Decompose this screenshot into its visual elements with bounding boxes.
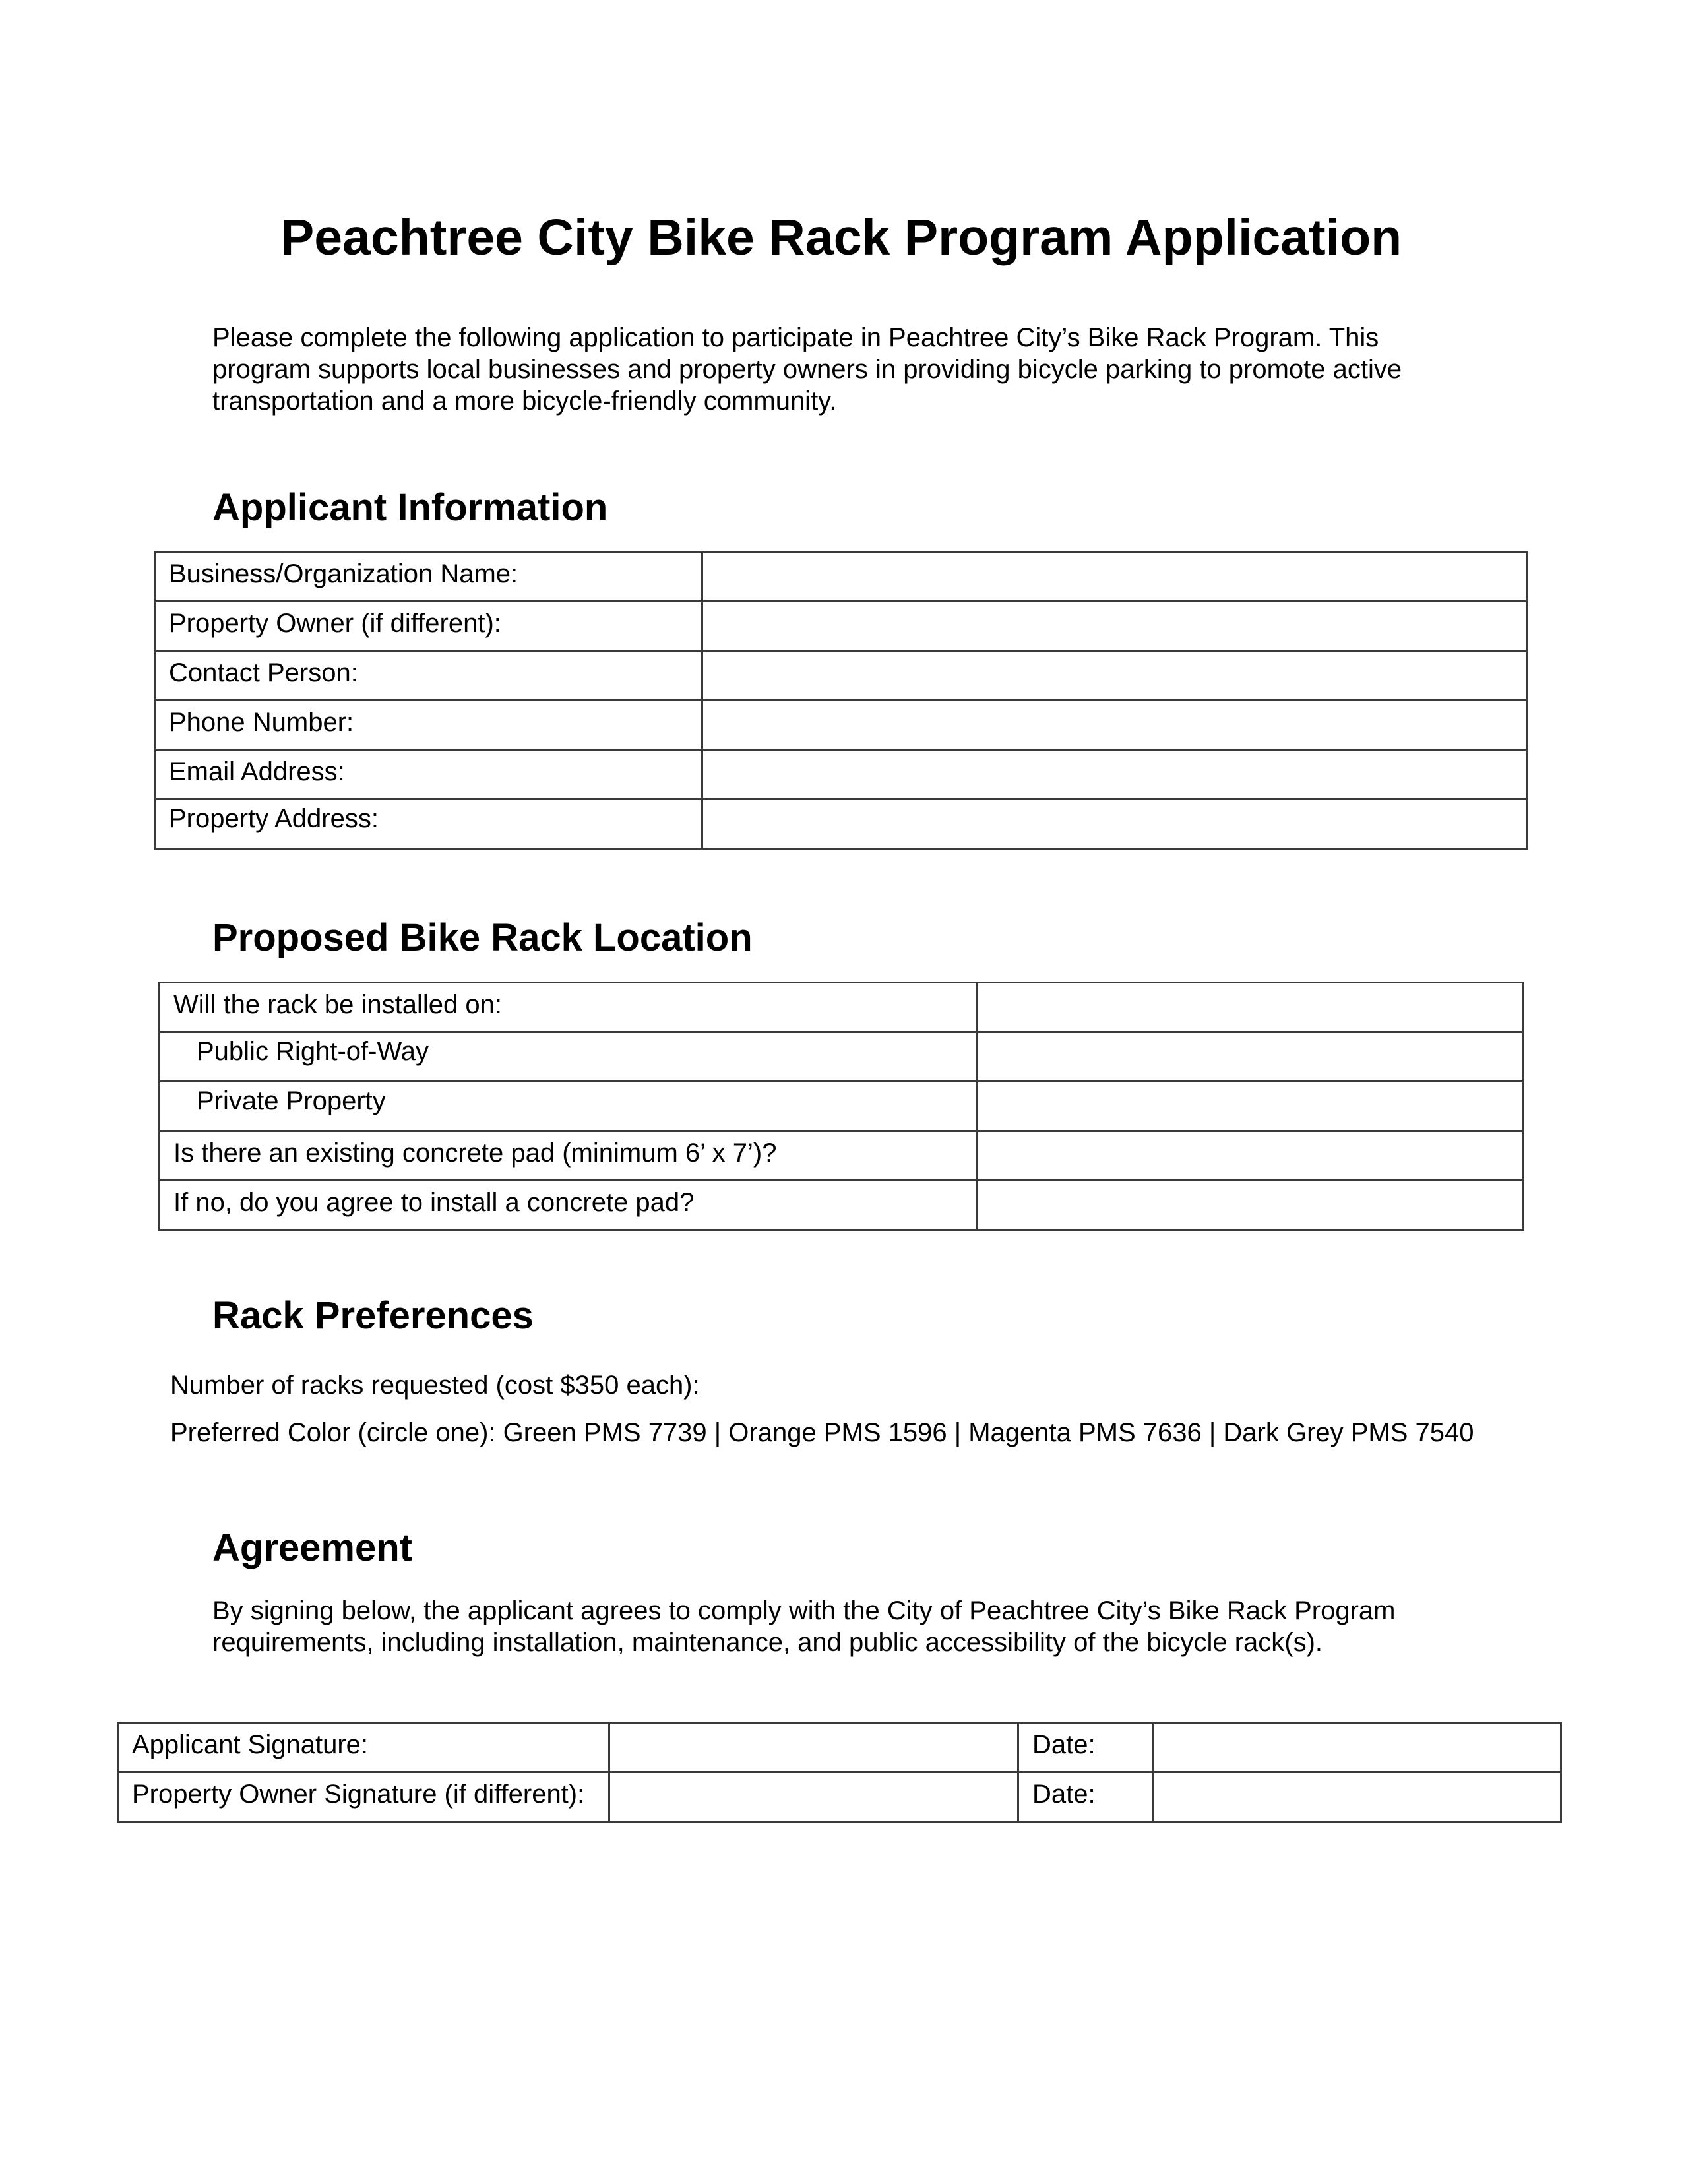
field-label: Applicant Signature:: [118, 1723, 609, 1772]
field-label: Property Address:: [155, 799, 702, 849]
public-right-of-way-field[interactable]: [978, 1032, 1524, 1082]
table-row: [155, 552, 1527, 602]
property-address-field[interactable]: [702, 799, 1527, 849]
agreement-heading: Agreement: [212, 1526, 412, 1569]
private-property-field[interactable]: [978, 1082, 1524, 1131]
table-row: [160, 983, 1524, 1032]
signature-table: [117, 1722, 1562, 1823]
field-label: Business/Organization Name:: [155, 552, 702, 602]
preferences-heading: Rack Preferences: [212, 1294, 534, 1337]
table-row: [155, 602, 1527, 651]
table-row: [155, 651, 1527, 701]
business-name-field[interactable]: [702, 552, 1527, 602]
field-label: Property Owner (if different):: [155, 602, 702, 651]
applicant-info-heading: Applicant Information: [212, 486, 608, 529]
field-label: Property Owner Signature (if different):: [118, 1772, 609, 1822]
applicant-signature-field[interactable]: [609, 1723, 1018, 1772]
property-owner-field[interactable]: [702, 602, 1527, 651]
date-label: Date:: [1018, 1772, 1154, 1822]
install-on-field[interactable]: [978, 983, 1524, 1032]
location-table: [158, 982, 1524, 1231]
agreement-line: By signing below, the applicant agrees to comply with the City of Peachtree City’s Bike Rack Program: [212, 1596, 1396, 1625]
field-label: Will the rack be installed on:: [160, 983, 978, 1032]
table-row: [155, 799, 1527, 849]
intro-line: program supports local businesses and property owners in providing bicycle parking to promote active: [212, 355, 1402, 384]
field-label: Private Property: [160, 1082, 978, 1131]
field-label: Email Address:: [155, 750, 702, 799]
table-row: [160, 1131, 1524, 1181]
field-label: Contact Person:: [155, 651, 702, 701]
email-address-field[interactable]: [702, 750, 1527, 799]
table-row: [155, 750, 1527, 799]
table-row: [155, 701, 1527, 750]
agreement-paragraph: [212, 1595, 1518, 1658]
concrete-pad-field[interactable]: [978, 1131, 1524, 1181]
owner-signature-field[interactable]: [609, 1772, 1018, 1822]
intro-paragraph: [212, 322, 1518, 417]
owner-date-field[interactable]: [1154, 1772, 1561, 1822]
intro-line: Please complete the following application to participate in Peachtree City’s Bike Rack Program. This: [212, 323, 1379, 352]
applicant-date-field[interactable]: [1154, 1723, 1561, 1772]
field-label: If no, do you agree to install a concrete pad?: [160, 1181, 978, 1230]
install-pad-agree-field[interactable]: [978, 1181, 1524, 1230]
preferred-color-line: Preferred Color (circle one): Green PMS 7739 | Orange PMS 1596 | Magenta PMS 7636 | Dark Grey PMS 7540: [170, 1418, 1474, 1447]
field-label: Public Right-of-Way: [160, 1032, 978, 1082]
date-label: Date:: [1018, 1723, 1154, 1772]
table-row: [160, 1082, 1524, 1131]
racks-requested-line: Number of racks requested (cost $350 each):: [170, 1371, 700, 1400]
agreement-line: requirements, including installation, maintenance, and public accessibility of the bicycle rack(s).: [212, 1628, 1323, 1657]
intro-line: transportation and a more bicycle-friendly community.: [212, 387, 837, 416]
field-label: Phone Number:: [155, 701, 702, 750]
contact-person-field[interactable]: [702, 651, 1527, 701]
applicant-info-table: [154, 551, 1528, 850]
table-row: [160, 1032, 1524, 1082]
table-row: [118, 1723, 1561, 1772]
table-row: [160, 1181, 1524, 1230]
table-row: [118, 1772, 1561, 1822]
phone-number-field[interactable]: [702, 701, 1527, 750]
page-title: Peachtree City Bike Rack Program Application: [280, 209, 1402, 266]
location-heading: Proposed Bike Rack Location: [212, 916, 753, 959]
field-label: Is there an existing concrete pad (minimum 6’ x 7’)?: [160, 1131, 978, 1181]
